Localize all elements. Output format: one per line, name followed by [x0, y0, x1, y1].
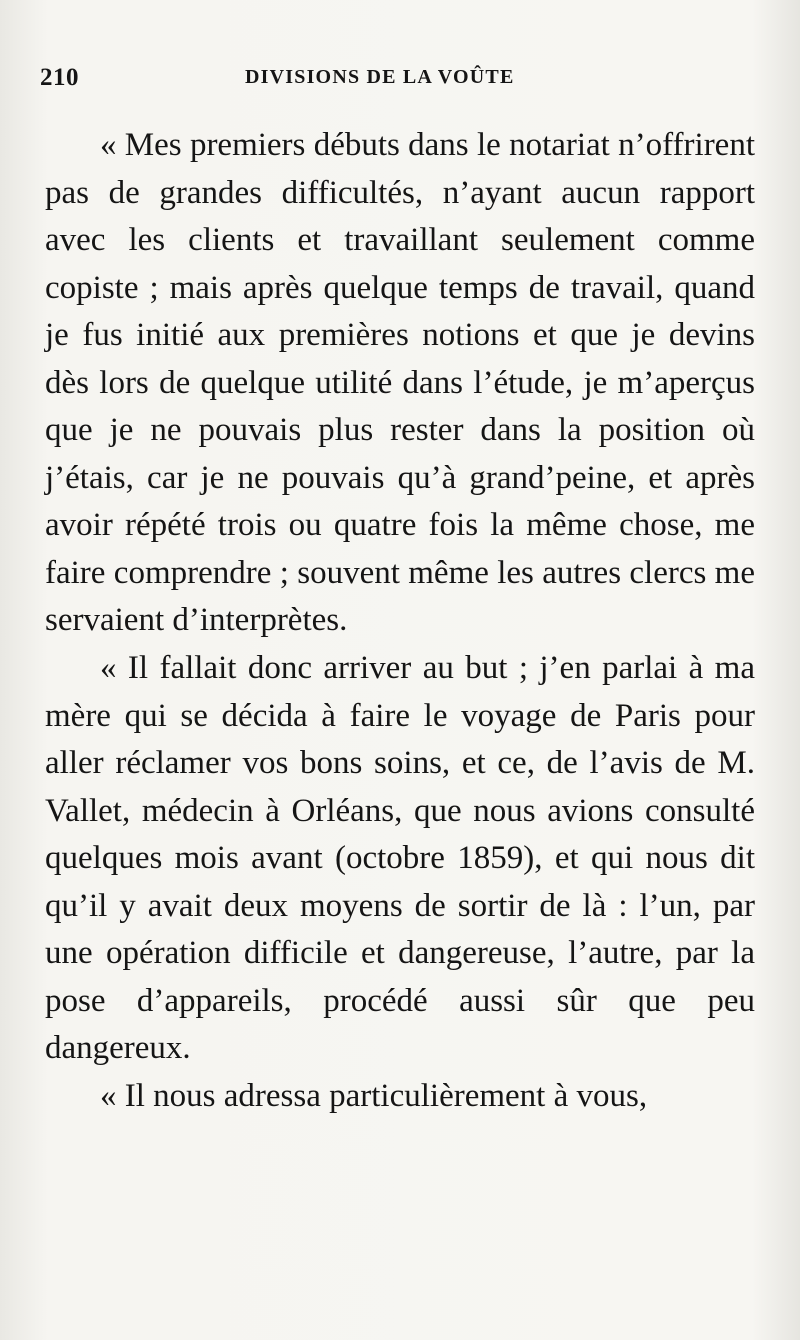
paragraph-3: « Il nous adressa particulièrement à vous,	[100, 1077, 648, 1114]
paragraph-1: « Mes premiers débuts dans le notariat n’offrirent pas de grandes difficultés, n’ayant aucun rapport avec les clients et travaillant seulement comme copiste ; mais après quelque temps de travail, quand je fus initié aux premières notions et que je devins dès lors de quelque utilité dans l’étude, je m’aperçus que je ne pouvais plus rester dans la position où j’étais, car je ne pouvais qu’à grand’peine, et après avoir répété trois ou quatre fois la même chose, me faire comprendre ; souvent même les autres clercs me servaient d’interprètes.	[45, 127, 755, 639]
page-number: 210	[40, 64, 79, 91]
page-header	[40, 64, 760, 98]
paragraph-2: « Il fallait donc arriver au but ; j’en parlai à ma mère qui se décida à faire le voyage de Paris pour aller réclamer vos bons soins, et ce, de l’avis de M. Vallet, médecin à Orléans, que nous avions consulté quelques mois avant (octobre 1859), et qui nous dit qu’il y avait deux moyens de sortir de là : l’un, par une opération difficile et dangereuse, l’autre, par la pose d’appareils, procédé aussi sûr que peu dangereux.	[45, 650, 755, 1067]
running-head: DIVISIONS DE LA VOÛTE	[245, 66, 515, 88]
body-text	[45, 122, 755, 1120]
